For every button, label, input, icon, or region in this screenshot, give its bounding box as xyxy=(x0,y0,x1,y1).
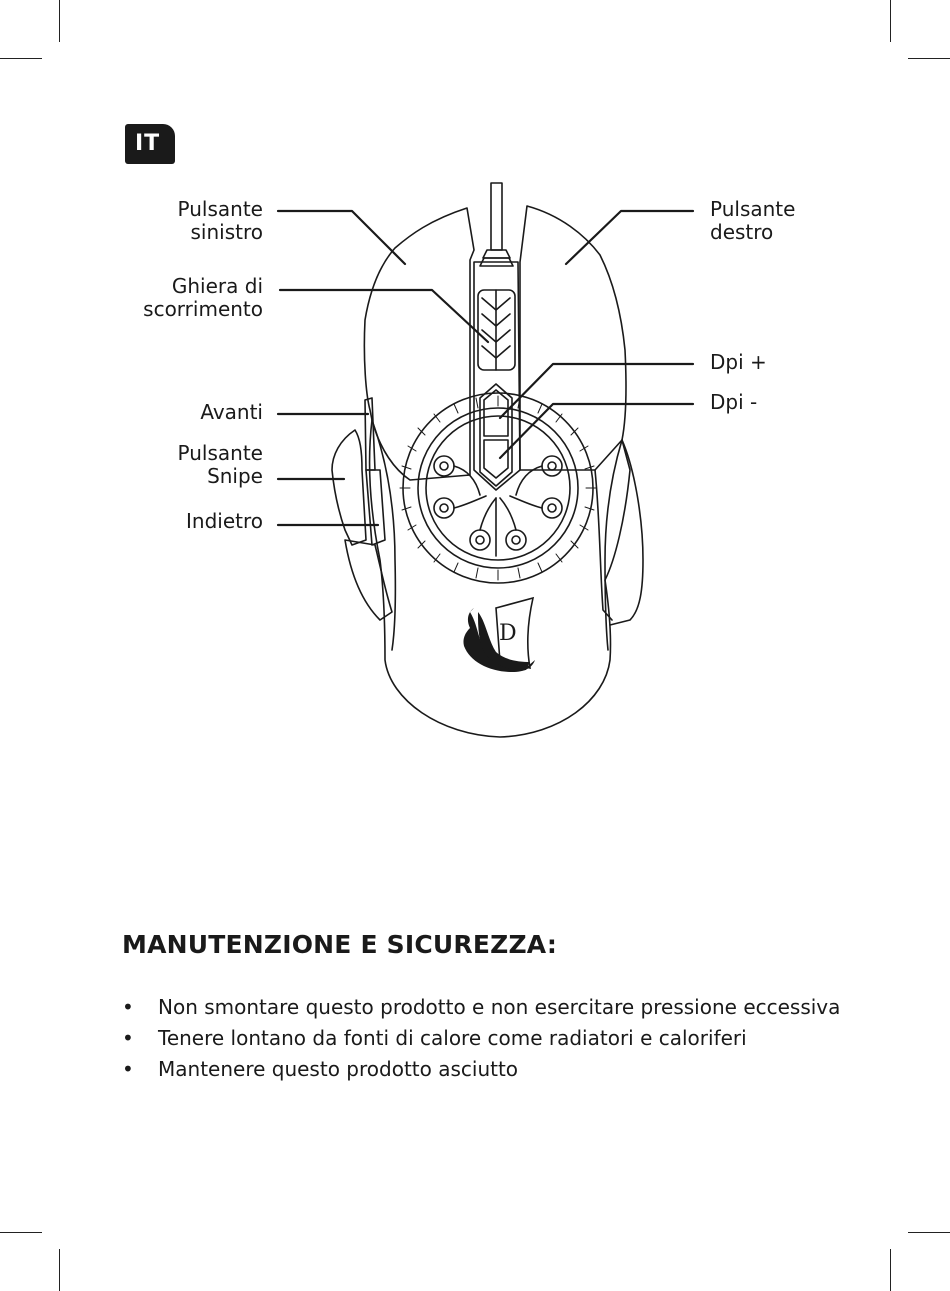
dpi-minus-shape xyxy=(484,440,508,478)
label-back: Indietro xyxy=(186,509,263,533)
list-item: • Tenere lontano da fonti di calore come radiatori e caloriferi xyxy=(122,1023,842,1053)
label-scroll-wheel: Ghiera di scorrimento xyxy=(143,274,263,321)
label-forward: Avanti xyxy=(200,400,263,424)
crop-mark-bottom-left-v xyxy=(59,1249,60,1291)
bullet-icon: • xyxy=(122,1026,134,1050)
leader-left-button xyxy=(278,211,405,264)
list-item: • Mantenere questo prodotto asciutto xyxy=(122,1054,842,1084)
crop-mark-bottom-right-h xyxy=(908,1232,950,1233)
leader-scroll-wheel xyxy=(280,290,488,342)
crop-mark-bottom-left-h xyxy=(0,1232,42,1233)
bullet-icon: • xyxy=(122,995,134,1019)
bullet-icon: • xyxy=(122,1057,134,1081)
label-left-button: Pulsante sinistro xyxy=(177,197,263,244)
safety-list xyxy=(122,992,842,1085)
cable xyxy=(491,183,502,250)
list-item: • Non smontare questo prodotto e non esercitare pressione eccessiva xyxy=(122,992,842,1022)
label-dpi-minus: Dpi - xyxy=(710,390,758,414)
section-title: MANUTENZIONE E SICUREZZA: xyxy=(122,930,558,959)
ship-logo xyxy=(463,598,535,672)
label-dpi-plus: Dpi + xyxy=(710,350,767,374)
logo-letter: D xyxy=(499,621,517,646)
leader-dpi-minus xyxy=(500,404,693,458)
left-button-shape xyxy=(364,208,474,480)
snipe-button-shape xyxy=(332,430,366,545)
language-badge: IT xyxy=(125,124,175,164)
center-channel xyxy=(474,262,520,490)
label-right-button: Pulsante destro xyxy=(710,197,796,244)
leader-dpi-plus xyxy=(500,364,693,418)
label-snipe: Pulsante Snipe xyxy=(177,441,263,488)
crop-mark-bottom-right-v xyxy=(890,1249,891,1291)
